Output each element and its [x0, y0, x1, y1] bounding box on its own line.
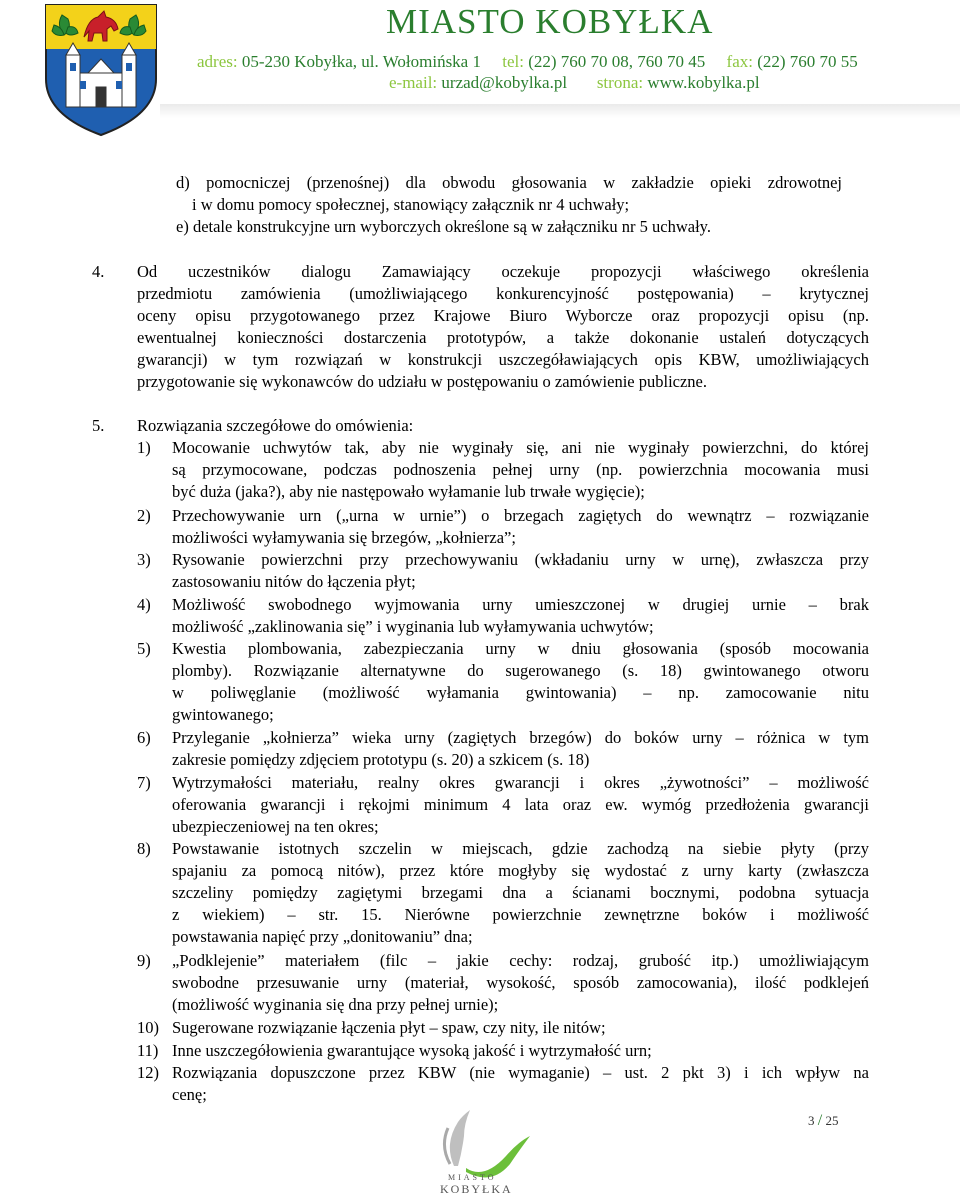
page-current: 3: [808, 1113, 815, 1128]
address-label: adres:: [197, 52, 238, 71]
list-item-number: 9): [137, 951, 151, 970]
list-item-line: w poliwęglanie (możliwość wyłamania gwintowania) – np. zamocowanie nitu: [172, 683, 869, 702]
list-item-line: zastosowaniu nitów do łączenia płyt;: [172, 572, 416, 591]
intro-line: i w domu pomocy społecznej, stanowiący załącznik nr 4 uchwały;: [192, 195, 630, 214]
tel-value: (22) 760 70 08, 760 70 45: [528, 52, 706, 71]
list-item-number: 11): [137, 1041, 159, 1060]
list-item-line: (możliwość wyginania się dna przy pełnej urnie);: [172, 995, 499, 1014]
list-item-line: spajaniu za pomocą nitów), przez które mogłyby się wydostać z urny karty (zwłaszcza: [172, 861, 869, 880]
list-item-line: Inne uszczegółowienia gwarantujące wysoką jakość i wytrzymałość urn;: [172, 1041, 652, 1060]
list-item-line: swobodne przesuwanie urny (materiał, wysokość, sposób zamocowania), ilość podklejeń: [172, 973, 869, 992]
list-item-number: 12): [137, 1063, 159, 1082]
intro-line: d) pomocniczej (przenośnej) dla obwodu głosowania w zakładzie opieki zdrowotnej: [176, 173, 842, 192]
section-4-line: Od uczestników dialogu Zamawiający oczekuje propozycji właściwego określenia: [137, 262, 869, 281]
www-value[interactable]: www.kobylka.pl: [647, 73, 760, 92]
footer-logo-kobylka: KOBYŁKA: [440, 1182, 513, 1196]
list-item-number: 1): [137, 438, 151, 457]
list-item-number: 3): [137, 550, 151, 569]
email-label: e-mail:: [389, 73, 438, 92]
list-item-line: są przymocowane, podczas podnoszenia pełnej urny (np. powierzchnia mocowania musi: [172, 460, 869, 479]
section-number: 5.: [92, 416, 105, 435]
list-item-line: oferowania gwarancji i rękojmi minimum 4 lata oraz ew. wymóg przedłożenia gwarancji: [172, 795, 869, 814]
page-total: 25: [825, 1113, 839, 1128]
list-item-number: 5): [137, 639, 151, 658]
section-number: 4.: [92, 262, 105, 281]
town-name: MIASTO KOBYŁKA: [386, 2, 714, 41]
header-divider: [160, 104, 960, 118]
list-item-number: 8): [137, 839, 151, 858]
list-item-number: 4): [137, 595, 151, 614]
list-item-line: Przechowywanie urn („urna w urnie”) o brzegach zagiętych do wewnątrz – rozwiązanie: [172, 506, 869, 525]
list-item-number: 7): [137, 773, 151, 792]
kobylka-coat-of-arms-icon: [44, 3, 158, 137]
list-item-line: Rysowanie powierzchni przy przechowywaniu (wkładaniu urny w urnę), zwłaszcza przy: [172, 550, 869, 569]
intro-line: e) detale konstrukcyjne urn wyborczych określone są w załączniku nr 5 uchwały.: [176, 217, 711, 236]
list-item-line: Mocowanie uchwytów tak, aby nie wyginały się, ani nie wyginały powierzchni, do której: [172, 438, 869, 457]
list-item-line: „Podklejenie” materiałem (filc – jakie cechy: rodzaj, grubość itp.) umożliwiającym: [172, 951, 869, 970]
list-item-line: Wytrzymałości materiału, realny okres gwarancji i okres „żywotności” – możliwość: [172, 773, 869, 792]
www-label: strona:: [596, 73, 644, 92]
list-item-line: powstawania napięć przy „donitowaniu” dna;: [172, 927, 473, 946]
list-item-line: gwintowanego;: [172, 705, 274, 724]
list-item-line: Powstawanie istotnych szczelin w miejscach, gdzie zachodzą na siebie płyty (przy: [172, 839, 869, 858]
list-item-number: 10): [137, 1018, 159, 1037]
section-5-heading: Rozwiązania szczegółowe do omówienia:: [137, 416, 414, 435]
address-value: 05-230 Kobyłka, ul. Wołomińska 1: [241, 52, 481, 71]
list-item-line: cenę;: [172, 1085, 207, 1104]
section-4-line: ewentualnej konieczności dostarczenia prototypów, a także dokonanie ustaleń dotyczących: [137, 328, 869, 347]
fax-value: (22) 760 70 55: [757, 52, 858, 71]
tel-label: tel:: [502, 52, 524, 71]
list-item-line: Możliwość swobodnego wyjmowania urny umieszczonej w drugiej urnie – brak: [172, 595, 869, 614]
section-4-line: przedmiotu zamówienia (umożliwiającego konkurencyjność postępowania) – krytycznej: [137, 284, 869, 303]
email-value[interactable]: urzad@kobylka.pl: [441, 73, 568, 92]
list-item-line: Rozwiązania dopuszczone przez KBW (nie wymaganie) – ust. 2 pkt 3) i ich wpływ na: [172, 1063, 869, 1082]
list-item-line: Kwestia plombowania, zabezpieczania urny w dniu głosowania (sposób mocowania: [172, 639, 869, 658]
contact-line-web: [389, 73, 760, 93]
list-item-line: Sugerowane rozwiązanie łączenia płyt – spaw, czy nity, ile nitów;: [172, 1018, 606, 1037]
section-4-line: gwarancji) w tym rozwiązań w konstrukcji uszczegóławiających opis KBW, umożliwiających: [137, 350, 869, 369]
page-number: [808, 1112, 838, 1130]
fax-label: fax:: [726, 52, 753, 71]
list-item-line: z wiekiem) – str. 15. Nierówne powierzchnie zewnętrzne boków i możliwość: [172, 905, 869, 924]
list-item-line: zakresie pomiędzy zdjęciem prototypu (s. 20) a szkicem (s. 18): [172, 750, 590, 769]
list-item-line: Przyleganie „kołnierza” wieka urny (zagiętych brzegów) do boków urny – różnica w tym: [172, 728, 869, 747]
section-4-line: przygotowanie się wykonawców do udziału w postępowaniu o zamówienie publiczne.: [137, 372, 708, 391]
letterhead: [0, 0, 960, 140]
list-item-number: 6): [137, 728, 151, 747]
list-item-number: 2): [137, 506, 151, 525]
list-item-line: możliwość „zaklinowania się” i wyginania lub wyłamywania uchwytów;: [172, 617, 654, 636]
list-item-line: ubezpieczeniowej na ten okres;: [172, 817, 379, 836]
section-4-line: oceny opisu przygotowanego przez Krajowe Biuro Wyborcze oraz propozycji opisu (np.: [137, 306, 869, 325]
footer-logo-miasto: MIASTO: [448, 1173, 497, 1182]
page-separator: /: [817, 1112, 823, 1129]
list-item-line: być duża (jaka?), aby nie następowało wyłamanie lub trwałe wygięcie);: [172, 482, 645, 501]
list-item-line: szczeliny pomiędzy zagiętymi brzegami dna a ścianami bocznymi, podobna sytuacja: [172, 883, 869, 902]
list-item-line: plomby). Rozwiązanie alternatywne do sugerowanego (s. 18) gwintowanego otworu: [172, 661, 869, 680]
contact-line-address: [197, 52, 858, 72]
list-item-line: możliwości wyłamywania się brzegów, „kołnierza”;: [172, 528, 516, 547]
